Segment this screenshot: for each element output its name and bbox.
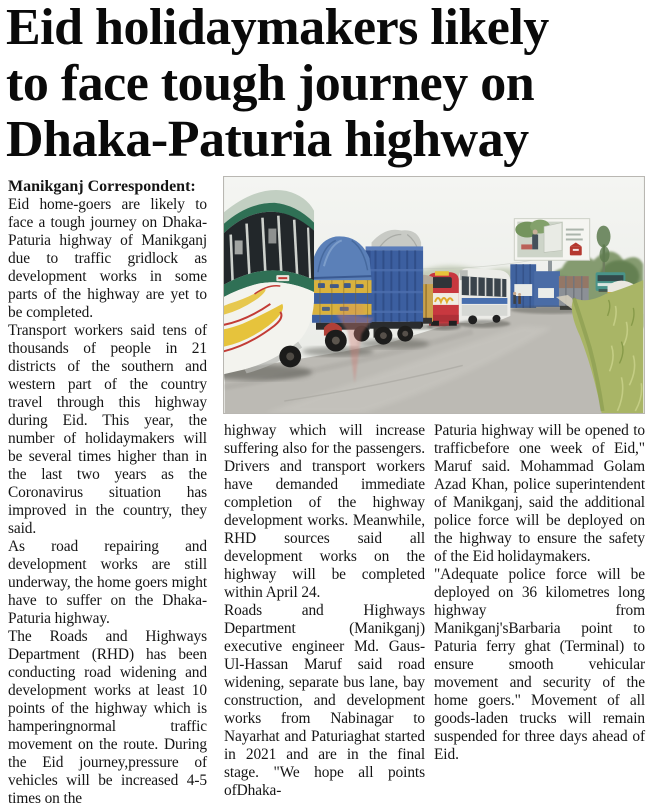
article-column-2 bbox=[224, 422, 425, 800]
paragraph: highway which will increase suffering also for the passengers. Drivers and transport workers have demanded immediate completion of the highway development works. Meanwhile, RHD sources said all development works on the highway will be completed within April 24. bbox=[224, 422, 425, 601]
article-headline bbox=[6, 0, 649, 168]
paragraph: "Adequate police force will be deployed on 36 kilometres long highway from Manikganj'sBarbaria point to Paturia ferry ghat (Terminal) to ensure smooth vehicular movement and security of the home goers." Movement of all goods-laden trucks will remain suspended for three days ahead of Eid. bbox=[434, 566, 645, 763]
paragraph: Paturia highway will be opened to trafficbefore one week of Eid," Maruf said. Mohammad Golam Azad Khan, police superintendent of Manikganj, said the additional police force will be deployed on the highway to ensure the safety of the Eid holidaymakers. bbox=[434, 422, 645, 565]
headline-line-1: Eid holidaymakers likely bbox=[6, 0, 549, 56]
article-column-3 bbox=[434, 422, 645, 764]
byline: Manikganj Correspondent: bbox=[8, 178, 196, 195]
headline-line-2: to face tough journey on bbox=[6, 55, 535, 112]
paragraph: Eid home-goers are likely to face a tough journey on Dhaka-Paturia highway of Manikganj due to traffic gridlock as development works in some parts of the highway are yet to be completed. bbox=[8, 196, 207, 321]
article-column-1 bbox=[8, 178, 207, 806]
article-photo bbox=[223, 176, 645, 414]
paragraph: Transport workers said tens of thousands of people in 21 districts of the southern and western part of the country travel through this highway during Eid. This year, the number of holidaymakers will be several times higher than in the last two years as the Coronavirus situation has improved in the country, they said. bbox=[8, 322, 207, 537]
traffic-jam-photo-illustration bbox=[224, 177, 644, 413]
headline-line-3: Dhaka-Paturia highway bbox=[6, 111, 529, 168]
paragraph: Roads and Highways Department (Manikganj) executive engineer Md. Gaus-Ul-Hassan Maruf said road widening, separate bus lane, bay construction, and development works from Nabinagar to Nayarhat and Paturiaghat started in 2021 and are in the final stage. "We hope all points ofDhaka- bbox=[224, 602, 425, 799]
paragraph: As road repairing and development works are still underway, the home goers might have to suffer on the Dhaka-Paturia highway. bbox=[8, 538, 207, 627]
paragraph: The Roads and Highways Department (RHD) has been conducting road widening and development works at least 10 points of the highway which is hamperingnormal traffic movement on the route. During the Eid journey,pressure of vehicles will be increased 4-5 times on the bbox=[8, 628, 207, 806]
